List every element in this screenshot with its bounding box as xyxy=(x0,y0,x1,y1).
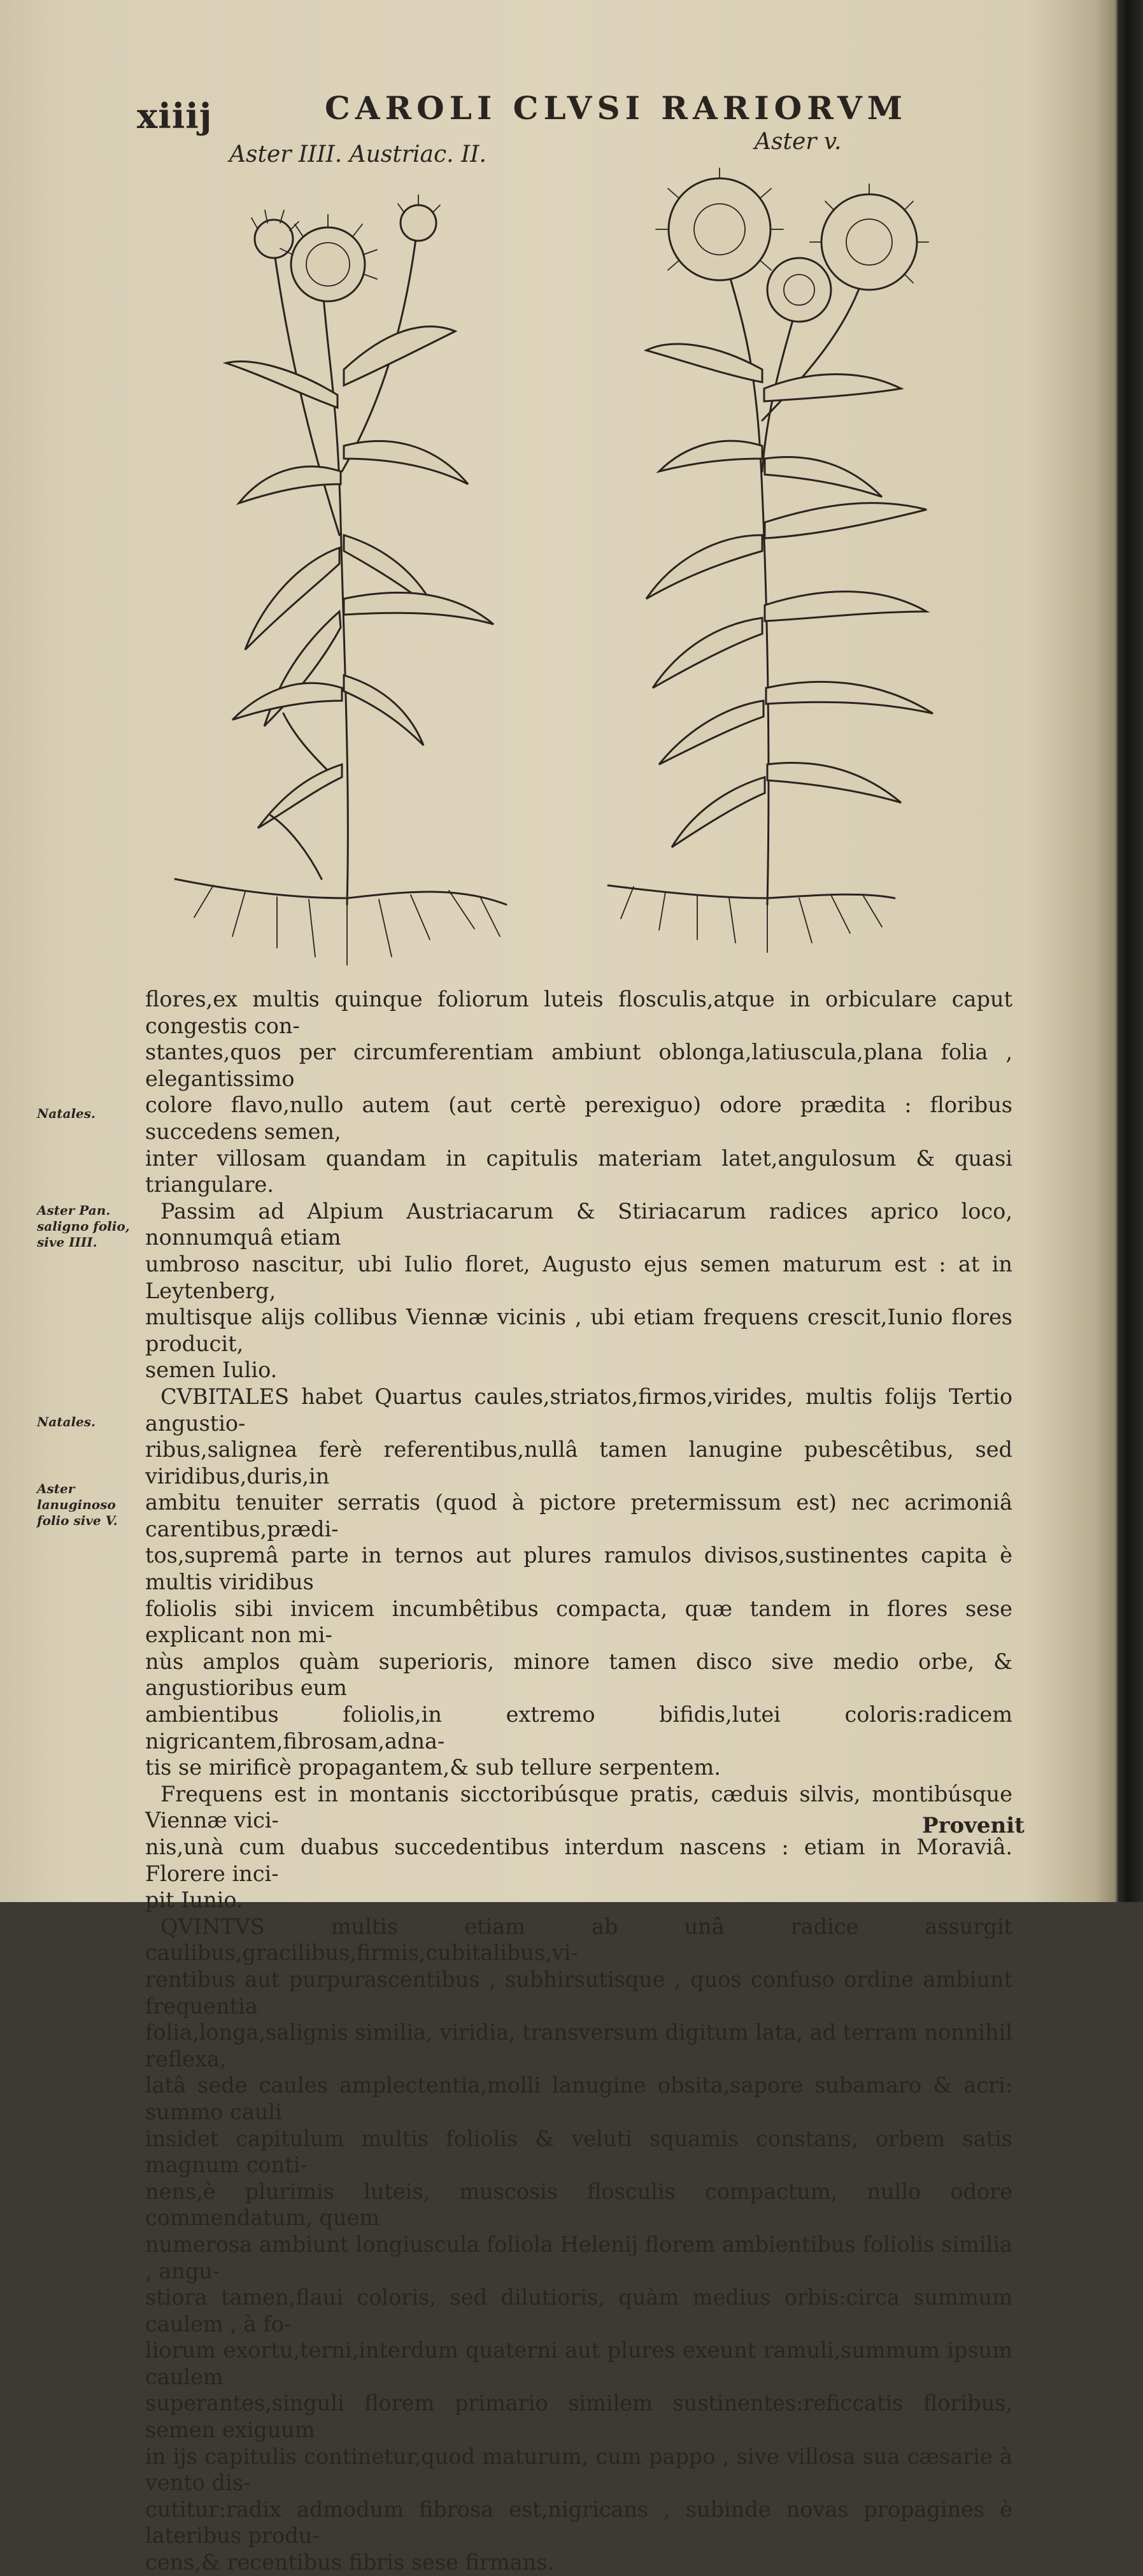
text-line: nis,unà cum duabus succedentibus interdum nascens : etiam in Moraviâ. Florere inci- xyxy=(145,1835,1012,1886)
text-line: umbroso nascitur, ubi Iulio floret, Augusto ejus semen maturum est : at in Leytenberg, xyxy=(145,1251,1012,1303)
catchword: Provenit xyxy=(922,1813,1025,1838)
aster-v-woodcut xyxy=(595,178,990,955)
text-line: ribus,salignea ferè referentibus,nullâ tamen lanugine pubescêtibus, sed viridibus,duris,in xyxy=(145,1437,1012,1489)
text-line: pit Iunio. xyxy=(145,1887,243,1913)
text-line: latâ sede caules amplectentia,molli lanugine obsita,sapore subamaro & acri: summo cauli xyxy=(145,2073,1012,2124)
margin-note-aster-iv: Aster Pan. saligno folio, sive IIII. xyxy=(37,1203,130,1250)
text-line: multisque alijs collibus Viennæ vicinis , ubi etiam frequens crescit,Iunio flores producit, xyxy=(145,1305,1012,1356)
flower-head-right-1 xyxy=(656,168,783,280)
flower-head-top-left xyxy=(252,210,299,258)
text-line: ambientibus foliolis,in extremo bifidis,lutei coloris:radicem nigricantem,fibrosam,adna- xyxy=(145,1702,1012,1754)
adjacent-page-edge xyxy=(1118,0,1143,1902)
text-line: QVINTVS multis etiam ab unâ radice assurgit caulibus,gracilibus,firmis,cubitalibus,vi- xyxy=(145,1914,1012,1966)
text-line: flores,ex multis quinque foliorum luteis flosculis,atque in orbiculare caput congestis con- xyxy=(145,987,1012,1038)
running-head: CAROLI CLVSI RARIORVM xyxy=(325,89,908,127)
text-line: liorum exortu,terni,interdum quaterni aut plures exeunt ramuli,summum ipsum caulem xyxy=(145,2338,1012,2389)
roots-left xyxy=(175,815,506,965)
roots-right xyxy=(608,885,895,952)
text-line: nens,è plurimis luteis, muscosis flosculis compactum, nullo odore commendatum, quem xyxy=(145,2179,1012,2231)
text-line: cens,& recentibus fibris sese firmans. xyxy=(145,2550,555,2575)
margin-note-aster-v: Aster lanuginoso folio sive V. xyxy=(37,1481,118,1528)
text-line: ambitu tenuiter serratis (quod à pictore pretermissum est) nec acrimoniâ carentibus,prædi- xyxy=(145,1490,1012,1542)
margin-note-natales-1: Natales. xyxy=(37,1106,96,1121)
flower-head-right-3 xyxy=(767,258,831,322)
flower-head-top-right xyxy=(398,195,440,241)
text-line: inter villosam quandam in capitulis materiam latet,angulosum & quasi triangulare. xyxy=(145,1145,1012,1198)
flower-head-center xyxy=(280,215,377,301)
text-line: CVBITALES habet Quartus caules,striatos,firmos,virides, multis folijs Tertio angustio- xyxy=(145,1384,1012,1436)
right-plate-caption: Aster v. xyxy=(755,129,842,155)
margin-note-natales-2: Natales. xyxy=(37,1414,96,1429)
text-line: tos,supremâ parte in ternos aut plures ramulos divisos,sustinentes capita è multis viridibus xyxy=(145,1543,1012,1595)
text-line: rentibus aut purpurascentibus , subhirsutisque , quos confuso ordine ambiunt frequentia xyxy=(145,1966,1012,2019)
body-text xyxy=(145,986,1012,2576)
text-line: cutitur:radix admodum fibrosa est,nigricans , subinde novas propagines è lateribus produ- xyxy=(145,2496,1012,2549)
text-line: superantes,singuli florem primario similem sustinentes:reficcatis floribus, semen exiguum xyxy=(145,2391,1012,2443)
text-line: tis se mirificè propagantem,& sub tellure serpentem. xyxy=(145,1755,721,1780)
text-line: insidet capitulum multis foliolis & veluti squamis constans, orbem satis magnum conti- xyxy=(145,2126,1012,2178)
text-line: stiora tamen,flaui coloris, sed dilutioris, quàm medius orbis:circa summum caulem , à fo- xyxy=(145,2285,1012,2336)
text-line: Frequens est in montanis sicctoribúsque pratis, cæduis silvis, montibúsque Viennæ vici- xyxy=(145,1781,1012,1833)
text-line: in ijs capitulis continetur,quod maturum, cum pappo , sive villosa sua cæsarie à vento dis- xyxy=(145,2444,1012,2496)
left-plate-caption: Aster IIII. Austriac. II. xyxy=(229,141,486,168)
text-line: numerosa ambiunt longiuscula foliola Helenij florem ambientibus foliolis similia , angu- xyxy=(145,2231,1012,2284)
text-line: folia,longa,salignis similia, viridia, transversum digitum lata, ad terram nonnihil reflexa, xyxy=(145,2020,1012,2072)
folio-number: xiiij xyxy=(137,96,213,136)
text-line: colore flavo,nullo autem (aut certè perexiguo) odore prædita : floribus succedens semen, xyxy=(145,1092,1012,1144)
text-line: Passim ad Alpium Austriacarum & Stiriacarum radices aprico loco, nonnumquâ etiam xyxy=(145,1198,1012,1250)
text-line: foliolis sibi invicem incumbêtibus compacta, quæ tandem in flores sese explicant non mi- xyxy=(145,1596,1012,1648)
text-line: nùs amplos quàm superioris, minore tamen disco sive medio orbe, & angustioribus eum xyxy=(145,1649,1012,1701)
text-line: stantes,quos per circumferentiam ambiunt oblonga,latiuscula,plana folia , elegantissimo xyxy=(145,1040,1012,1091)
aster-iv-woodcut xyxy=(137,204,557,975)
text-line: semen Iulio. xyxy=(145,1357,278,1383)
